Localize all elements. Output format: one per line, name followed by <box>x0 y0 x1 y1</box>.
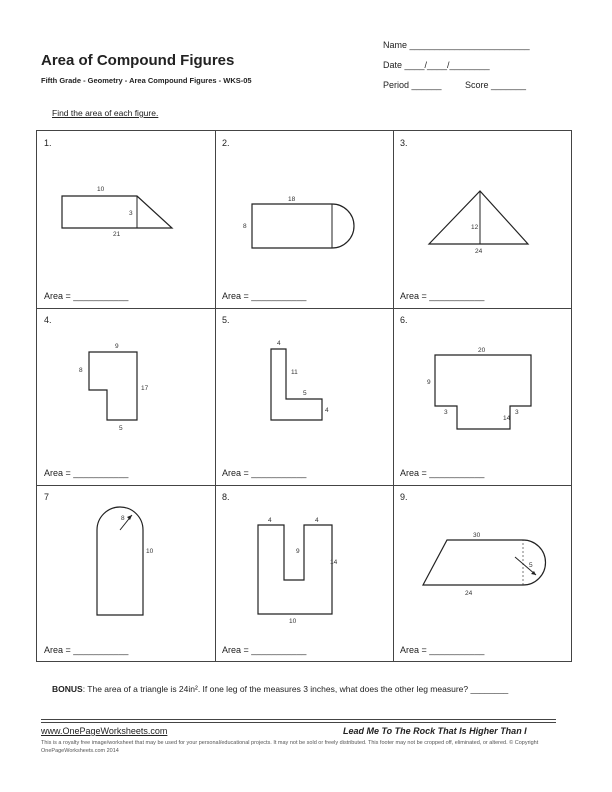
dim-label: 30 <box>473 532 481 539</box>
problem-number: 3. <box>400 138 408 148</box>
dim-label: 12 <box>471 224 479 231</box>
dim-label: 14 <box>503 415 511 422</box>
bonus-label: BONUS <box>52 684 83 694</box>
worksheet-subtitle: Fifth Grade - Geometry - Area Compound Figures - WKS-05 <box>41 76 252 85</box>
dim-label: 3 <box>515 409 519 416</box>
problem-number: 5. <box>222 315 230 325</box>
problem-1 <box>37 131 215 308</box>
dim-label: 5 <box>119 425 123 432</box>
name-field[interactable]: Name ________________________ <box>383 40 530 50</box>
problem-7 <box>37 485 215 662</box>
problem-number: 7 <box>44 492 50 502</box>
area-answer[interactable]: Area = ___________ <box>222 291 307 301</box>
area-answer[interactable]: Area = ___________ <box>222 645 307 655</box>
problem-3 <box>393 131 571 308</box>
area-answer[interactable]: Area = ___________ <box>44 645 129 655</box>
dim-label: 9 <box>427 379 431 386</box>
figure-triangle <box>393 131 571 308</box>
problem-5 <box>215 308 393 485</box>
date-field[interactable]: Date ____/____/________ <box>383 60 490 70</box>
figure-t-shape <box>393 308 571 485</box>
problem-number: 4. <box>44 315 52 325</box>
footer-legal: This is a royalty free image/worksheet that may be used for your personal/educational projects. It may not be sold or freely distributed. This footer may not be cropped off, eliminated, or altered. © Copyright OnePageWorksheets.com 2014 <box>41 740 539 754</box>
dim-label: 4 <box>277 340 281 347</box>
area-answer[interactable]: Area = ___________ <box>44 468 129 478</box>
problem-number: 6. <box>400 315 408 325</box>
problem-4 <box>37 308 215 485</box>
dim-label: 8 <box>243 223 247 230</box>
dim-label: 21 <box>113 231 121 238</box>
dim-label: 5 <box>529 562 533 569</box>
dim-label: 4 <box>315 517 319 524</box>
worksheet-title: Area of Compound Figures <box>41 52 235 69</box>
figure-arch <box>37 485 215 662</box>
dim-label: 8 <box>79 367 83 374</box>
dim-label: 4 <box>325 407 329 414</box>
figure-l-shape <box>215 308 393 485</box>
problem-number: 2. <box>222 138 230 148</box>
problem-8 <box>215 485 393 662</box>
dim-label: 10 <box>289 618 297 625</box>
score-field[interactable]: Score _______ <box>465 80 527 90</box>
dim-label: 11 <box>291 369 298 376</box>
dim-label: 3 <box>129 210 133 217</box>
dim-label: 10 <box>146 548 154 555</box>
dim-label: 9 <box>115 343 119 350</box>
footer-motto: Lead Me To The Rock That Is Higher Than I <box>343 726 527 736</box>
area-answer[interactable]: Area = ___________ <box>44 291 129 301</box>
dim-label: 10 <box>97 186 105 193</box>
problem-6 <box>393 308 571 485</box>
figure-parallelogram-semicircle <box>393 485 571 662</box>
problem-2 <box>215 131 393 308</box>
bonus-text[interactable]: : The area of a triangle is 24in². If one leg of the measures 3 inches, what does the other leg measure? ________ <box>82 684 509 694</box>
dim-label: 9 <box>296 548 300 555</box>
problem-9 <box>393 485 571 662</box>
area-answer[interactable]: Area = ___________ <box>400 291 485 301</box>
problem-number: 1. <box>44 138 52 148</box>
area-answer[interactable]: Area = ___________ <box>222 468 307 478</box>
dim-label: 14 <box>330 559 338 566</box>
bonus-question <box>52 684 508 694</box>
dim-label: 24 <box>465 590 473 597</box>
dim-label: 8 <box>121 515 125 522</box>
dim-label: 3 <box>444 409 448 416</box>
dim-label: 18 <box>288 196 296 203</box>
problem-grid <box>36 130 572 662</box>
problem-number: 8. <box>222 492 230 502</box>
figure-u-shape <box>215 485 393 662</box>
dim-label: 17 <box>141 385 149 392</box>
area-answer[interactable]: Area = ___________ <box>400 645 485 655</box>
footer-divider <box>41 719 556 723</box>
footer-site-link[interactable]: www.OnePageWorksheets.com <box>41 726 168 736</box>
dim-label: 24 <box>475 248 483 255</box>
figure-l-shape <box>37 308 215 485</box>
problem-number: 9. <box>400 492 408 502</box>
dim-label: 4 <box>268 517 272 524</box>
dim-label: 5 <box>303 390 307 397</box>
area-answer[interactable]: Area = ___________ <box>400 468 485 478</box>
figure-rect-semicircle <box>215 131 393 308</box>
figure-trapezoid <box>37 131 215 308</box>
period-field[interactable]: Period ______ <box>383 80 442 90</box>
dim-label: 20 <box>478 347 486 354</box>
instructions: Find the area of each figure. <box>52 108 159 118</box>
